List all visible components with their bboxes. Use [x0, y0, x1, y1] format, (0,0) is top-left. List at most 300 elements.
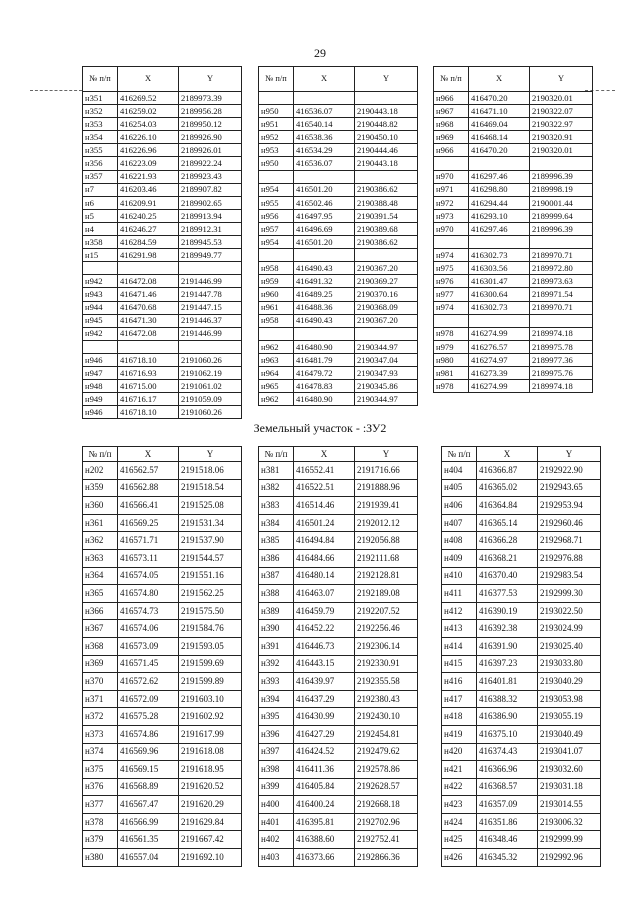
table-row	[434, 353, 593, 366]
point-number-cell: н354	[83, 131, 118, 144]
x-coordinate-cell: 416470.20	[469, 144, 530, 157]
y-coordinate-cell: 2191518.54	[179, 479, 242, 497]
y-coordinate-cell: 2192306.14	[355, 637, 418, 655]
point-number-cell: н964	[259, 366, 294, 379]
y-coordinate-cell: 2189974.18	[530, 380, 593, 393]
y-coordinate-cell: 2193025.40	[538, 637, 601, 655]
x-coordinate-cell: 416452.22	[294, 620, 355, 638]
header-y: Y	[179, 67, 242, 92]
x-coordinate-cell: 416446.73	[294, 637, 355, 655]
table-row	[259, 157, 418, 170]
table-row	[259, 222, 418, 235]
y-coordinate-cell: 2192992.96	[538, 849, 601, 867]
y-coordinate-cell: 2190322.97	[530, 118, 593, 131]
point-number-cell	[434, 157, 469, 170]
x-coordinate-cell: 416443.15	[294, 655, 355, 673]
point-number-cell: н957	[259, 222, 294, 235]
x-coordinate-cell: 416574.05	[118, 567, 179, 585]
y-coordinate-cell: 2190370.16	[355, 288, 418, 301]
header-x: X	[294, 447, 355, 462]
point-number-cell: н425	[442, 831, 477, 849]
table-row	[83, 222, 242, 235]
point-number-cell: н419	[442, 725, 477, 743]
x-coordinate-cell: 416471.30	[118, 314, 179, 327]
header-y: Y	[355, 447, 418, 462]
table-row	[83, 637, 242, 655]
table-row	[83, 275, 242, 288]
point-number-cell: н385	[259, 532, 294, 550]
point-number-cell: н958	[259, 314, 294, 327]
x-coordinate-cell: 416297.46	[469, 170, 530, 183]
y-coordinate-cell: 2190344.97	[355, 393, 418, 406]
x-coordinate-cell: 416470.20	[469, 92, 530, 105]
x-coordinate-cell: 416571.71	[118, 532, 179, 550]
x-coordinate-cell: 416303.56	[469, 262, 530, 275]
table-row	[83, 778, 242, 796]
table-row	[434, 118, 593, 131]
table-row	[259, 118, 418, 131]
y-coordinate-cell: 2191060.26	[179, 406, 242, 419]
y-coordinate-cell	[355, 327, 418, 340]
x-coordinate-cell: 416291.98	[118, 249, 179, 262]
y-coordinate-cell: 2189971.54	[530, 288, 593, 301]
point-number-cell: н352	[83, 105, 118, 118]
point-number-cell: н965	[259, 380, 294, 393]
table-row	[259, 567, 418, 585]
y-coordinate-cell: 2193024.99	[538, 620, 601, 638]
x-coordinate-cell: 416345.32	[477, 849, 538, 867]
x-coordinate-cell: 416427.29	[294, 725, 355, 743]
table-row	[259, 366, 418, 379]
y-coordinate-cell: 2190368.09	[355, 301, 418, 314]
table-row	[442, 778, 601, 796]
x-coordinate-cell: 416374.43	[477, 743, 538, 761]
table-row	[434, 222, 593, 235]
x-coordinate-cell: 416490.43	[294, 262, 355, 275]
table-row	[83, 353, 242, 366]
point-number-cell: н367	[83, 620, 118, 638]
point-number-cell: н418	[442, 708, 477, 726]
point-number-cell: н6	[83, 196, 118, 209]
x-coordinate-cell: 416562.57	[118, 462, 179, 480]
x-coordinate-cell: 416368.57	[477, 778, 538, 796]
header-x: X	[477, 447, 538, 462]
x-coordinate-cell: 416574.80	[118, 585, 179, 603]
y-coordinate-cell: 2190344.97	[355, 340, 418, 353]
table-row	[83, 157, 242, 170]
point-number-cell: н411	[442, 585, 477, 603]
point-number-cell: н962	[259, 393, 294, 406]
point-number-cell: н4	[83, 222, 118, 235]
y-coordinate-cell: 2190448.82	[355, 118, 418, 131]
point-number-cell: н379	[83, 831, 118, 849]
x-coordinate-cell: 416377.53	[477, 585, 538, 603]
point-number-cell: н949	[83, 393, 118, 406]
y-coordinate-cell: 2191447.15	[179, 301, 242, 314]
point-number-cell: н979	[434, 340, 469, 353]
x-coordinate-cell: 416364.84	[477, 497, 538, 515]
point-number-cell: н947	[83, 366, 118, 379]
header-y: Y	[538, 447, 601, 462]
y-coordinate-cell: 2190388.48	[355, 196, 418, 209]
x-coordinate-cell: 416246.27	[118, 222, 179, 235]
point-number-cell: н374	[83, 743, 118, 761]
table-row	[259, 92, 418, 105]
table-row	[442, 655, 601, 673]
table-row	[434, 340, 593, 353]
point-number-cell: н423	[442, 796, 477, 814]
x-coordinate-cell: 416269.52	[118, 92, 179, 105]
point-number-cell: н410	[442, 567, 477, 585]
x-coordinate-cell: 416300.64	[469, 288, 530, 301]
y-coordinate-cell: 2193040.29	[538, 673, 601, 691]
point-number-cell: н359	[83, 479, 118, 497]
x-coordinate-cell: 416351.86	[477, 813, 538, 831]
table-row	[83, 92, 242, 105]
point-number-cell: н377	[83, 796, 118, 814]
x-coordinate-cell: 416392.38	[477, 620, 538, 638]
table-row	[83, 708, 242, 726]
x-coordinate-cell: 416574.86	[118, 725, 179, 743]
table-row	[442, 796, 601, 814]
table-row	[83, 105, 242, 118]
table-row	[434, 380, 593, 393]
table-row	[83, 602, 242, 620]
x-coordinate-cell: 416284.59	[118, 236, 179, 249]
table-row	[83, 196, 242, 209]
point-number-cell: н980	[434, 353, 469, 366]
table-row	[83, 183, 242, 196]
y-coordinate-cell: 2193033.80	[538, 655, 601, 673]
x-coordinate-cell: 416469.04	[469, 118, 530, 131]
table-row	[442, 567, 601, 585]
x-coordinate-cell	[294, 92, 355, 105]
x-coordinate-cell: 416472.08	[118, 275, 179, 288]
x-coordinate-cell: 416274.97	[469, 353, 530, 366]
table-row	[442, 849, 601, 867]
point-number-cell	[259, 249, 294, 262]
point-number-cell: н357	[83, 170, 118, 183]
x-coordinate-cell: 416259.02	[118, 105, 179, 118]
table-row	[259, 462, 418, 480]
point-number-cell: н973	[434, 209, 469, 222]
x-coordinate-cell: 416481.79	[294, 353, 355, 366]
point-number-cell: н397	[259, 743, 294, 761]
y-coordinate-cell: 2192960.46	[538, 514, 601, 532]
point-number-cell: н403	[259, 849, 294, 867]
y-coordinate-cell: 2190322.07	[530, 105, 593, 118]
point-number-cell: н383	[259, 497, 294, 515]
point-number-cell: н974	[434, 301, 469, 314]
x-coordinate-cell: 416552.41	[294, 462, 355, 480]
point-number-cell: н981	[434, 366, 469, 379]
x-coordinate-cell: 416572.09	[118, 690, 179, 708]
table-row	[83, 479, 242, 497]
y-coordinate-cell: 2191531.34	[179, 514, 242, 532]
point-number-cell: н950	[259, 105, 294, 118]
table-row	[83, 532, 242, 550]
table-row	[83, 131, 242, 144]
y-coordinate-cell: 2191584.76	[179, 620, 242, 638]
table-row	[434, 209, 593, 222]
y-coordinate-cell: 2189972.80	[530, 262, 593, 275]
table-row	[434, 366, 593, 379]
x-coordinate-cell: 416480.90	[294, 340, 355, 353]
x-coordinate-cell	[118, 262, 179, 275]
x-coordinate-cell: 416370.40	[477, 567, 538, 585]
point-number-cell	[434, 314, 469, 327]
x-coordinate-cell: 416562.88	[118, 479, 179, 497]
coordinates-table-top-2	[258, 66, 418, 406]
header-x: X	[118, 447, 179, 462]
x-coordinate-cell: 416569.25	[118, 514, 179, 532]
table-row	[442, 532, 601, 550]
table-row	[434, 262, 593, 275]
header-x: X	[294, 67, 355, 92]
table-row	[259, 796, 418, 814]
point-number-cell: н370	[83, 673, 118, 691]
point-number-cell: н409	[442, 549, 477, 567]
x-coordinate-cell: 416491.32	[294, 275, 355, 288]
table-row	[83, 144, 242, 157]
point-number-cell: н362	[83, 532, 118, 550]
y-coordinate-cell: 2189974.18	[530, 327, 593, 340]
table-row	[83, 831, 242, 849]
x-coordinate-cell: 416502.46	[294, 196, 355, 209]
y-coordinate-cell: 2192355.58	[355, 673, 418, 691]
x-coordinate-cell: 416574.73	[118, 602, 179, 620]
point-number-cell: н402	[259, 831, 294, 849]
table-row	[434, 157, 593, 170]
x-coordinate-cell: 416514.46	[294, 497, 355, 515]
table-row	[259, 620, 418, 638]
point-number-cell: н404	[442, 462, 477, 480]
x-coordinate-cell: 416569.15	[118, 761, 179, 779]
header-number: № п/п	[259, 447, 294, 462]
header-number: № п/п	[434, 67, 469, 92]
x-coordinate-cell: 416357.09	[477, 796, 538, 814]
point-number-cell: н376	[83, 778, 118, 796]
table-row	[442, 743, 601, 761]
dashed-line-left	[30, 90, 82, 91]
x-coordinate-cell: 416375.10	[477, 725, 538, 743]
y-coordinate-cell: 2189977.36	[530, 353, 593, 366]
x-coordinate-cell: 416276.57	[469, 340, 530, 353]
table-row	[442, 620, 601, 638]
point-number-cell: н392	[259, 655, 294, 673]
x-coordinate-cell: 416430.99	[294, 708, 355, 726]
point-number-cell: н974	[434, 249, 469, 262]
point-number-cell: н384	[259, 514, 294, 532]
point-number-cell: н353	[83, 118, 118, 131]
table-row	[259, 831, 418, 849]
point-number-cell: н944	[83, 301, 118, 314]
x-coordinate-cell: 416297.46	[469, 222, 530, 235]
y-coordinate-cell: 2190444.46	[355, 144, 418, 157]
point-number-cell: н408	[442, 532, 477, 550]
y-coordinate-cell: 2192056.88	[355, 532, 418, 550]
y-coordinate-cell: 2189945.53	[179, 236, 242, 249]
point-number-cell: н954	[259, 236, 294, 249]
table-row	[259, 275, 418, 288]
y-coordinate-cell: 2192128.81	[355, 567, 418, 585]
y-coordinate-cell: 2190389.68	[355, 222, 418, 235]
y-coordinate-cell: 2193014.55	[538, 796, 601, 814]
y-coordinate-cell: 2191617.99	[179, 725, 242, 743]
x-coordinate-cell: 416405.84	[294, 778, 355, 796]
table-row	[259, 813, 418, 831]
coordinates-table-top-1	[82, 66, 242, 419]
y-coordinate-cell: 2191618.95	[179, 761, 242, 779]
y-coordinate-cell: 2189956.28	[179, 105, 242, 118]
x-coordinate-cell: 416718.10	[118, 406, 179, 419]
y-coordinate-cell: 2191603.10	[179, 690, 242, 708]
x-coordinate-cell: 416501.24	[294, 514, 355, 532]
point-number-cell: н945	[83, 314, 118, 327]
table-row	[83, 249, 242, 262]
y-coordinate-cell: 2190320.01	[530, 92, 593, 105]
point-number-cell: н416	[442, 673, 477, 691]
table-row	[434, 249, 593, 262]
point-number-cell: н5	[83, 209, 118, 222]
y-coordinate-cell: 2192999.99	[538, 831, 601, 849]
x-coordinate-cell: 416395.81	[294, 813, 355, 831]
point-number-cell: н412	[442, 602, 477, 620]
table-row	[434, 314, 593, 327]
point-number-cell: н398	[259, 761, 294, 779]
table-row	[259, 655, 418, 673]
y-coordinate-cell: 2191575.50	[179, 602, 242, 620]
y-coordinate-cell: 2189913.94	[179, 209, 242, 222]
point-number-cell: н948	[83, 380, 118, 393]
x-coordinate-cell: 416572.62	[118, 673, 179, 691]
y-coordinate-cell: 2191544.57	[179, 549, 242, 567]
x-coordinate-cell: 416209.91	[118, 196, 179, 209]
x-coordinate-cell: 416348.46	[477, 831, 538, 849]
y-coordinate-cell: 2192668.18	[355, 796, 418, 814]
point-number-cell: н942	[83, 327, 118, 340]
point-number-cell: н400	[259, 796, 294, 814]
point-number-cell: н966	[434, 92, 469, 105]
coordinates-table-bottom-3	[441, 446, 601, 867]
section-title: Земельный участок - :ЗУ2	[253, 421, 387, 435]
point-number-cell: н959	[259, 275, 294, 288]
table-row	[442, 708, 601, 726]
point-number-cell: н389	[259, 602, 294, 620]
x-coordinate-cell: 416534.29	[294, 144, 355, 157]
table-row	[259, 353, 418, 366]
coordinates-table-bottom-1	[82, 446, 242, 867]
x-coordinate-cell: 416226.96	[118, 144, 179, 157]
y-coordinate-cell: 2190367.20	[355, 262, 418, 275]
y-coordinate-cell: 2191059.09	[179, 393, 242, 406]
table-row	[259, 497, 418, 515]
y-coordinate-cell: 2193022.50	[538, 602, 601, 620]
x-coordinate-cell: 416568.89	[118, 778, 179, 796]
y-coordinate-cell	[179, 340, 242, 353]
point-number-cell: н406	[442, 497, 477, 515]
point-number-cell: н361	[83, 514, 118, 532]
table-row	[434, 327, 593, 340]
table-row	[434, 170, 593, 183]
y-coordinate-cell: 2191061.02	[179, 380, 242, 393]
y-coordinate-cell: 2190386.62	[355, 236, 418, 249]
x-coordinate-cell: 416569.96	[118, 743, 179, 761]
y-coordinate-cell: 2190367.20	[355, 314, 418, 327]
x-coordinate-cell: 416401.81	[477, 673, 538, 691]
x-coordinate-cell: 416571.45	[118, 655, 179, 673]
point-number-cell: н393	[259, 673, 294, 691]
x-coordinate-cell: 416411.36	[294, 761, 355, 779]
y-coordinate-cell: 2192189.08	[355, 585, 418, 603]
table-row	[259, 708, 418, 726]
point-number-cell: н360	[83, 497, 118, 515]
y-coordinate-cell: 2189996.39	[530, 170, 593, 183]
y-coordinate-cell	[355, 92, 418, 105]
y-coordinate-cell: 2189922.24	[179, 157, 242, 170]
x-coordinate-cell: 416718.10	[118, 353, 179, 366]
header-y: Y	[179, 447, 242, 462]
table-row	[83, 849, 242, 867]
table-row	[259, 301, 418, 314]
point-number-cell: н424	[442, 813, 477, 831]
y-coordinate-cell: 2190347.93	[355, 366, 418, 379]
y-coordinate-cell: 2189970.71	[530, 301, 593, 314]
y-coordinate-cell: 2193055.19	[538, 708, 601, 726]
x-coordinate-cell: 416536.07	[294, 105, 355, 118]
table-row	[83, 567, 242, 585]
table-row	[83, 262, 242, 275]
table-row	[83, 406, 242, 419]
y-coordinate-cell: 2191599.69	[179, 655, 242, 673]
point-number-cell: н391	[259, 637, 294, 655]
table-row	[259, 532, 418, 550]
y-coordinate-cell: 2192953.94	[538, 497, 601, 515]
y-coordinate-cell: 2189970.71	[530, 249, 593, 262]
point-number-cell: н375	[83, 761, 118, 779]
y-coordinate-cell: 2189907.82	[179, 183, 242, 196]
y-coordinate-cell: 2190320.01	[530, 144, 593, 157]
y-coordinate-cell: 2193031.18	[538, 778, 601, 796]
x-coordinate-cell: 416715.00	[118, 380, 179, 393]
table-row	[442, 514, 601, 532]
y-coordinate-cell: 2189912.31	[179, 222, 242, 235]
y-coordinate-cell: 2191446.99	[179, 327, 242, 340]
y-coordinate-cell: 2191447.78	[179, 288, 242, 301]
y-coordinate-cell: 2191060.26	[179, 353, 242, 366]
table-row	[434, 301, 593, 314]
table-row	[434, 196, 593, 209]
y-coordinate-cell: 2192976.88	[538, 549, 601, 567]
table-row	[259, 849, 418, 867]
point-number-cell: н364	[83, 567, 118, 585]
point-number-cell: н390	[259, 620, 294, 638]
table-row	[442, 497, 601, 515]
point-number-cell: н396	[259, 725, 294, 743]
table-row	[83, 690, 242, 708]
table-row	[83, 118, 242, 131]
x-coordinate-cell: 416567.47	[118, 796, 179, 814]
point-number-cell: н422	[442, 778, 477, 796]
y-coordinate-cell: 2189998.19	[530, 183, 593, 196]
table-row	[442, 673, 601, 691]
y-coordinate-cell: 2190320.91	[530, 131, 593, 144]
y-coordinate-cell: 2190391.54	[355, 209, 418, 222]
x-coordinate-cell: 416424.52	[294, 743, 355, 761]
y-coordinate-cell: 2190450.10	[355, 131, 418, 144]
y-coordinate-cell: 2189973.63	[530, 275, 593, 288]
y-coordinate-cell: 2191062.19	[179, 366, 242, 379]
